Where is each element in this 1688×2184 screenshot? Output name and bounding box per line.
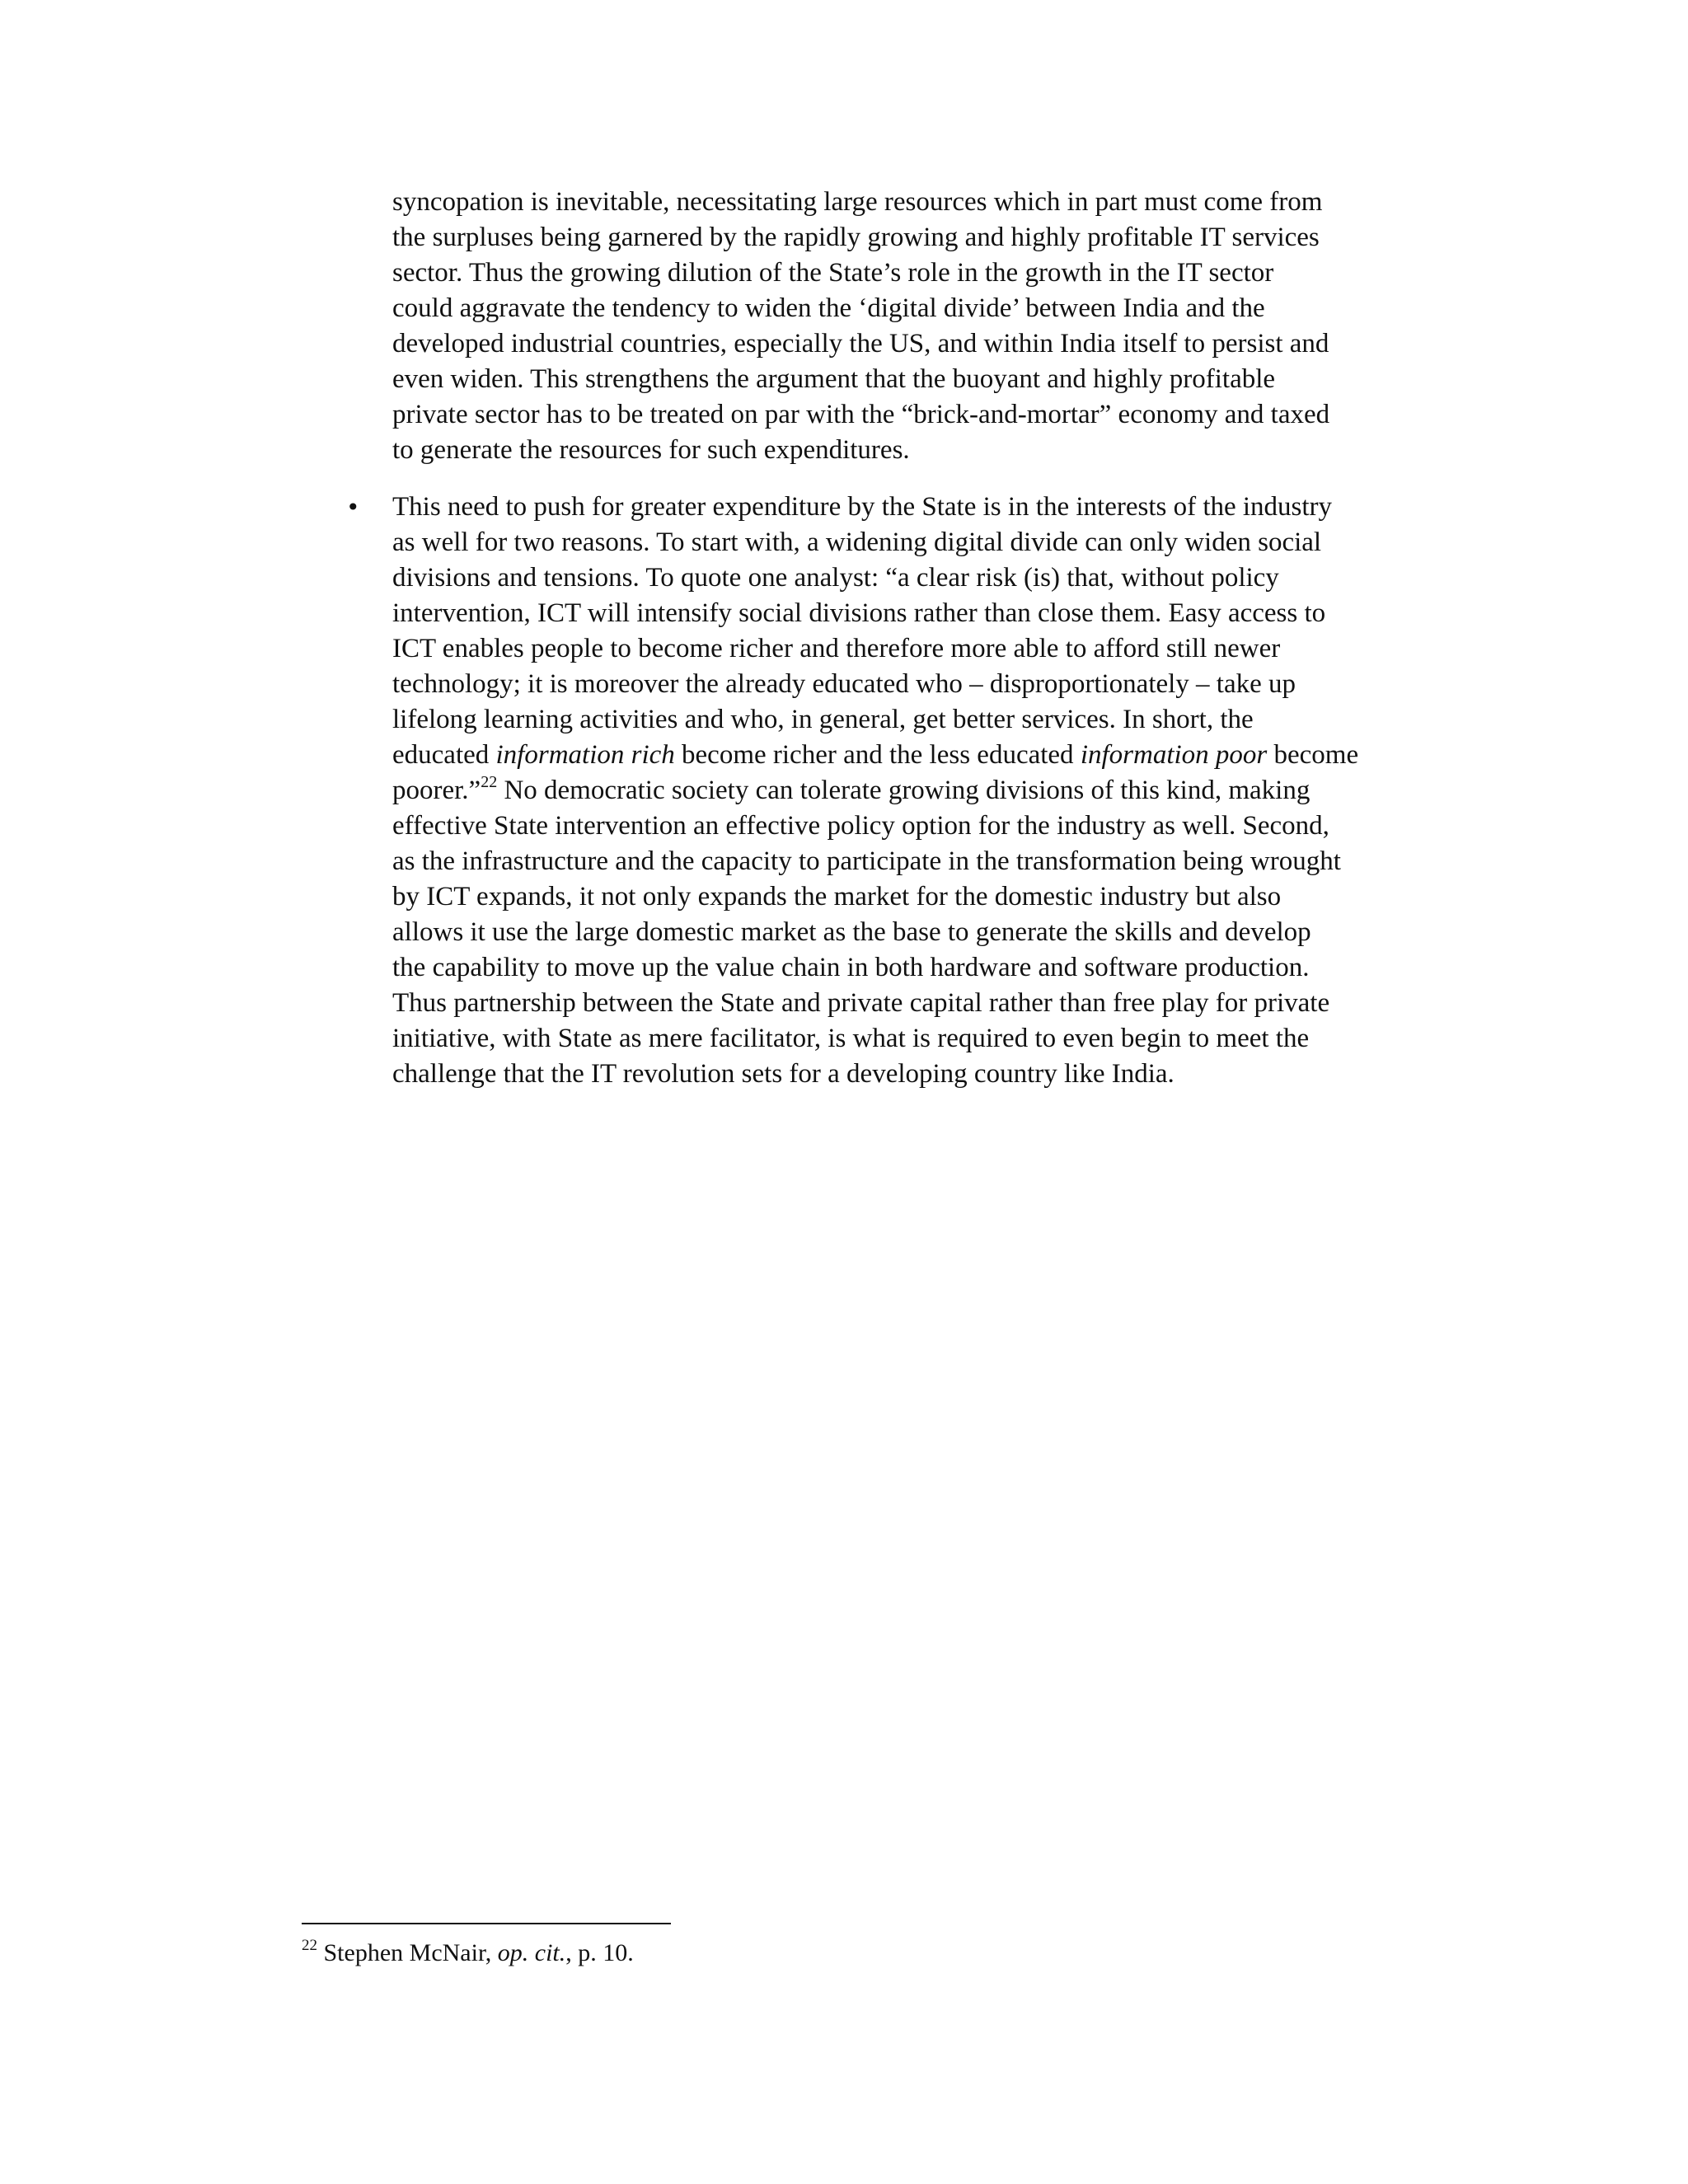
footnote-citation-italic: op. cit. <box>497 1939 566 1966</box>
text-line: lifelong learning activities and who, in general, get better services. In short, the <box>392 705 1254 734</box>
text-line: intervention, ICT will intensify social divisions rather than close them. Easy access to <box>392 598 1326 628</box>
text-fragment: No democratic society can tolerate growing divisions of this kind, making <box>497 776 1311 805</box>
text-fragment: become richer and the less educated <box>674 740 1081 770</box>
text-fragment: become <box>1267 740 1359 770</box>
text-line: private sector has to be treated on par with the “brick-and-mortar” economy and taxed <box>392 400 1330 429</box>
footnote-page: , p. 10. <box>565 1939 634 1966</box>
text-line: as well for two reasons. To start with, a widening digital divide can only widen social <box>392 527 1322 557</box>
text-fragment: educated <box>392 740 496 770</box>
text-line-with-footnote <box>392 773 1381 808</box>
italic-term: information poor <box>1080 740 1268 770</box>
text-line: the surpluses being garnered by the rapidly growing and highly profitable IT services <box>392 223 1320 252</box>
text-line: could aggravate the tendency to widen the ‘digital divide’ between India and the <box>392 293 1265 323</box>
text-line: as the infrastructure and the capacity to participate in the transformation being wrought <box>392 846 1341 876</box>
footnote-separator <box>302 1923 671 1924</box>
text-line: allows it use the large domestic market as the base to generate the skills and develop <box>392 917 1311 947</box>
text-line: challenge that the IT revolution sets for a developing country like India. <box>392 1059 1175 1089</box>
text-line: sector. Thus the growing dilution of the State’s role in the growth in the IT sector <box>392 258 1274 288</box>
footnote-number: 22 <box>302 1937 317 1954</box>
text-line: divisions and tensions. To quote one analyst: “a clear risk (is) that, without policy <box>392 563 1279 593</box>
text-line: initiative, with State as mere facilitator, is what is required to even begin to meet the <box>392 1024 1310 1053</box>
text-line: effective State intervention an effective policy option for the industry as well. Second, <box>392 811 1329 841</box>
bullet-marker: • <box>346 494 360 521</box>
text-line: ICT enables people to become richer and therefore more able to afford still newer <box>392 634 1281 663</box>
text-line: the capability to move up the value chain in both hardware and software production. <box>392 953 1310 982</box>
footnote <box>302 1937 634 1970</box>
text-line: syncopation is inevitable, necessitating large resources which in part must come from <box>392 187 1323 217</box>
text-line: developed industrial countries, especially the US, and within India itself to persist and <box>392 329 1329 359</box>
text-fragment: poorer.” <box>392 776 481 805</box>
text-line: technology; it is moreover the already educated who – disproportionately – take up <box>392 669 1296 699</box>
italic-term: information rich <box>495 740 675 770</box>
bullet-paragraph <box>392 490 1381 1092</box>
continued-paragraph <box>392 185 1381 468</box>
footnote-author: Stephen McNair, <box>317 1939 498 1966</box>
text-line: This need to push for greater expenditure by the State is in the interests of the industry <box>392 492 1333 522</box>
text-line: by ICT expands, it not only expands the market for the domestic industry but also <box>392 882 1282 912</box>
text-line-with-italics <box>392 738 1381 773</box>
text-line: Thus partnership between the State and private capital rather than free play for private <box>392 988 1330 1018</box>
footnote-reference[interactable]: 22 <box>481 773 498 791</box>
text-line: to generate the resources for such expenditures. <box>392 435 910 465</box>
text-line: even widen. This strengthens the argument that the buoyant and highly profitable <box>392 364 1276 394</box>
